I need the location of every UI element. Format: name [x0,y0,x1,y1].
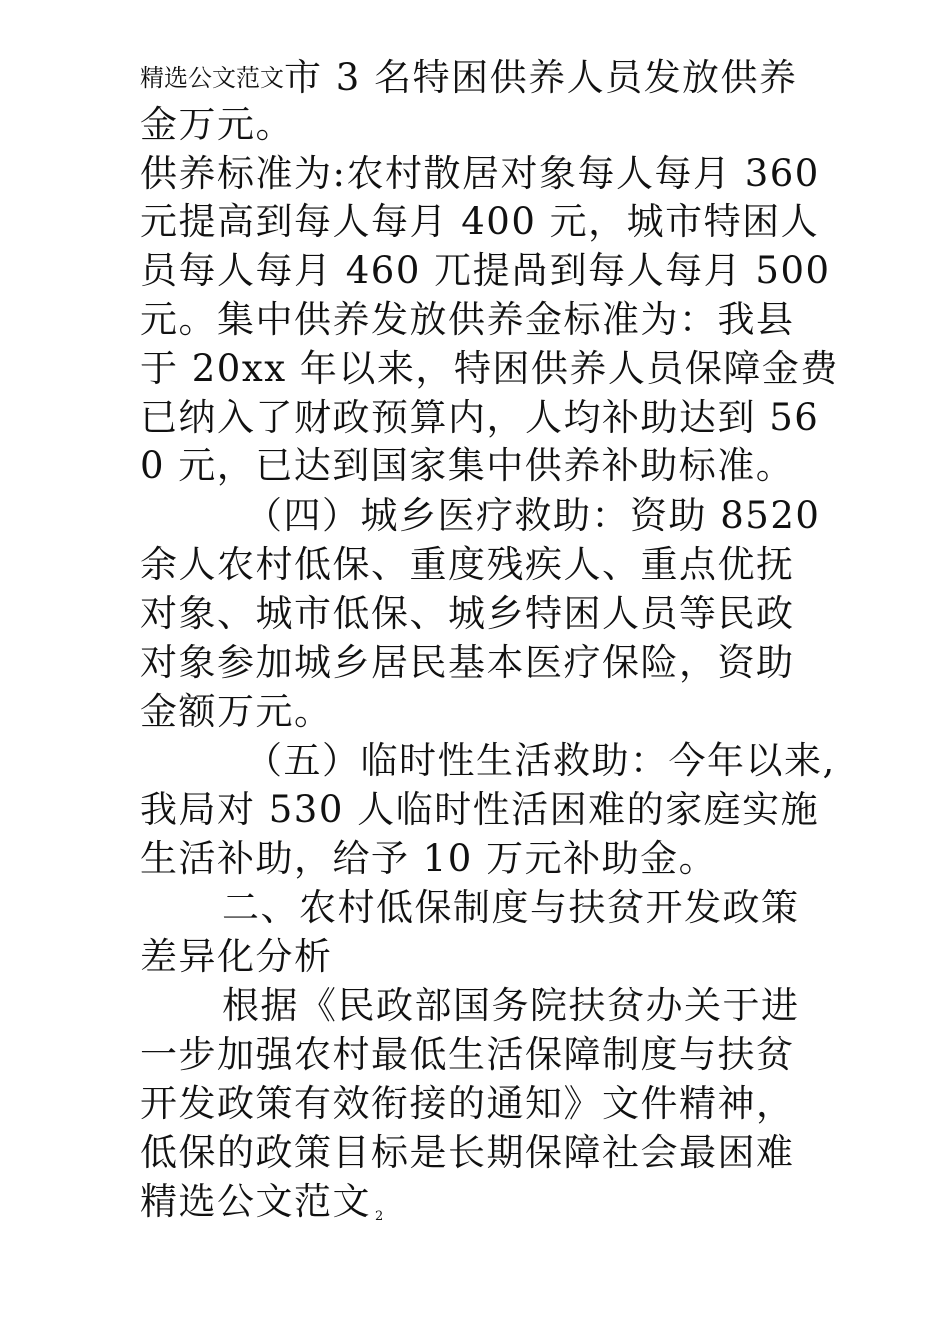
text-line: 对象、城市低保、城乡特困人员等民政 [140,592,795,635]
text-line: 供养标准为:农村散居对象每人每月 360 [140,152,820,195]
text-line: 金万元。 [140,103,294,146]
text-line: 已纳入了财政预算内，人均补助达到 56 [140,396,820,439]
text-line: 元提高到每人每月 400 元，城市特困人 [140,200,820,243]
text-line: 低保的政策目标是长期保障社会最困难 [140,1131,795,1174]
text-line: 一步加强农村最低生活保障制度与扶贫 [140,1033,795,1076]
text-line: 余人农村低保、重度残疾人、重点优抚 [140,543,795,586]
text-line: 差异化分析 [140,935,333,978]
section-heading-line: （四）城乡医疗救助：资助 8520 [245,494,821,537]
text-line: 金额万元。 [140,690,333,733]
text-fragment: 市 3 名特困供养人员发放供养 [284,56,798,99]
page-number: 2 [375,1209,385,1224]
section-heading-line: 二、农村低保制度与扶贫开发政策 [222,886,800,929]
text-line [140,56,798,100]
text-line: 于 20xx 年以来，特困供养人员保障金费 [140,347,839,390]
text-line: 我局对 530 人临时性活困难的家庭实施 [140,788,820,831]
text-line: 根据《民政部国务院扶贫办关于进 [222,984,800,1027]
page-footer [140,1180,385,1239]
footer-label: 精选公文范文 [140,1180,371,1223]
text-line: 对象参加城乡居民基本医疗保险，资助 [140,641,795,684]
section-heading-line: （五）临时性生活救助：今年以来, [245,739,836,782]
text-line: 元。集中供养发放供养金标准为：我县 [140,298,795,341]
text-line: 开发政策有效衔接的通知》文件精神， [140,1082,795,1125]
header-label: 精选公文范文 [140,64,284,92]
text-line: 0 元，已达到国家集中供养补助标准。 [140,444,795,487]
text-line: 生活补助，给予 10 万元补助金。 [140,837,718,880]
text-line: 员每人每月 460 兀提咼到每人每月 500 [140,249,831,292]
